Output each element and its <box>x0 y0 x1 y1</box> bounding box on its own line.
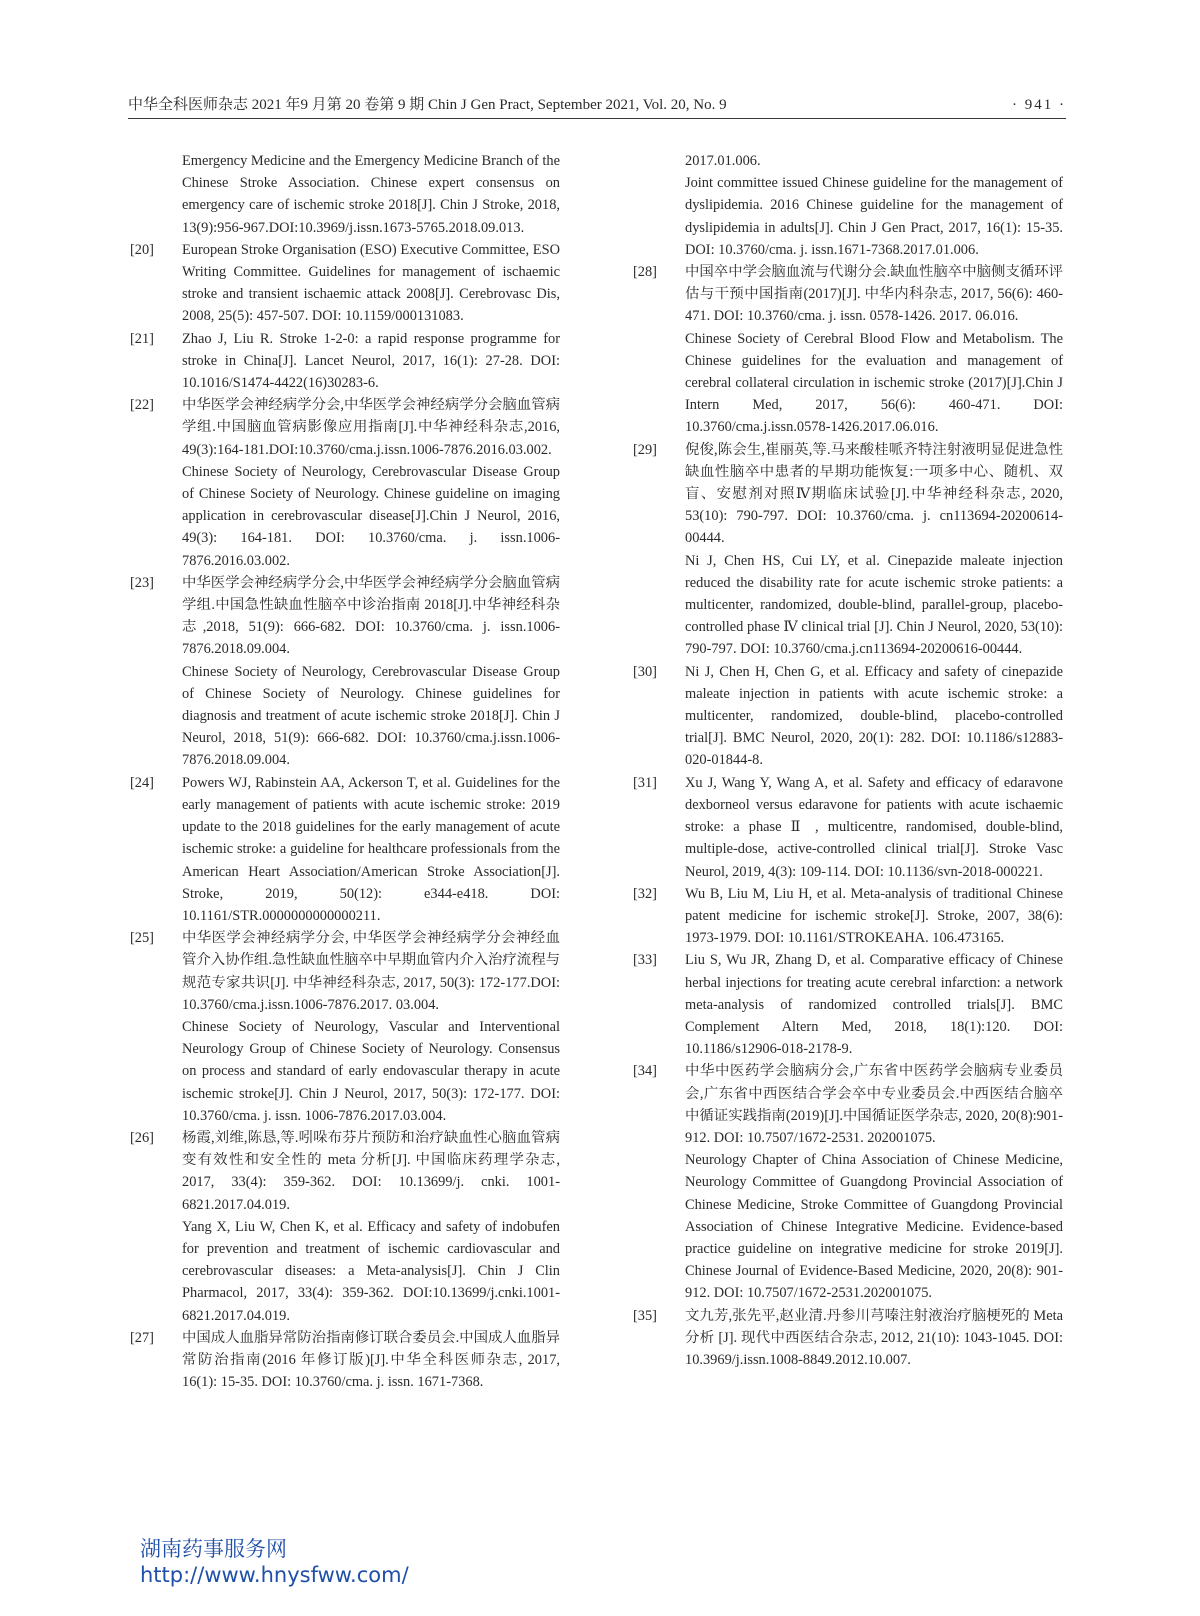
reference-number: [35] <box>633 1307 657 1324</box>
reference-text-zh: 中华医学会神经病学分会,中华医学会神经病学分会脑血管病学组.中国急性缺血性脑卒中诊治指南 2018[J].中华神经科杂志,2018, 51(9): 666-682. DOI: 10.3760/cma. j. issn.1006-7876.2018.09.004. <box>182 574 560 658</box>
site-name: 湖南药事服务网 <box>140 1537 287 1561</box>
reference-21 <box>130 328 560 395</box>
reference-25 <box>130 927 560 1127</box>
reference-23 <box>130 572 560 772</box>
reference-text-zh: 文九芳,张先平,赵业清.丹参川芎嗪注射液治疗脑梗死的 Meta 分析 [J]. 现代中西医结合杂志, 2012, 21(10): 1043-1045. DOI: 10.3969/j.issn.1008-8849.2012.10.007. <box>685 1307 1063 1368</box>
reference-20 <box>130 239 560 328</box>
reference-27 <box>130 1327 560 1394</box>
journal-title: 中华全科医师杂志 2021 年9 月第 20 卷第 9 期 Chin J Gen Pract, September 2021, Vol. 20, No. 9 <box>128 97 727 113</box>
reference-text-zh: 中国成人血脂异常防治指南修订联合委员会.中国成人血脂异常防治指南(2016 年修订版)[J].中华全科医师杂志, 2017, 16(1): 15-35. DOI: 10.3760/cma. j. issn. 1671-7368. <box>182 1329 560 1391</box>
reference-29 <box>633 439 1063 661</box>
reference-number: [23] <box>130 574 154 591</box>
reference-text-en: Powers WJ, Rabinstein AA, Ackerson T, et al. Guidelines for the early management of patients with acute ischemic stroke: 2019 update to the 2018 guidelines for the early management of acute ischemic stroke: a guideline for healthcare professionals from the American Heart Association/American Stroke Association[J]. Stroke, 2019, 50(12): e344-e418. DOI: 10.1161/STR.0000000000000211. <box>182 774 560 924</box>
reference-number: [26] <box>130 1129 154 1146</box>
reference-number: [21] <box>130 330 154 347</box>
reference-number: [31] <box>633 774 657 791</box>
running-header <box>128 94 1066 119</box>
reference-text-en: Ni J, Chen HS, Cui LY, et al. Cinepazide maleate injection reduced the disability rate for acute ischemic stroke patients: a multicenter, randomized, double-blind, parallel-group, placebo-controlled phase Ⅳ clinical trial [J]. Chin J Neurol, 2020, 53(10): 790-797. DOI: 10.3760/cma.j.cn113694-20200616-00444. <box>685 552 1063 658</box>
reference-number: [27] <box>130 1329 154 1346</box>
reference-33 <box>633 949 1063 1060</box>
reference-text-zh: 杨霞,刘维,陈恳,等.吲哚布芬片预防和治疗缺血性心脑血管病变有效性和安全性的 meta 分析[J]. 中国临床药理学杂志, 2017, 33(4): 359-362. DOI: 10.13699/j. cnki. 1001-6821.2017.04.019. <box>182 1129 560 1213</box>
reference-text-en: Wu B, Liu M, Liu H, et al. Meta-analysis of traditional Chinese patent medicine for ischemic stroke[J]. Stroke, 2007, 38(6): 1973-1979. DOI: 10.1161/STROKEAHA. 106.473165. <box>685 885 1063 947</box>
reference-text-zh: 中华医学会神经病学分会,中华医学会神经病学分会脑血管病学组.中国脑血管病影像应用指南[J].中华神经科杂志,2016, 49(3):164-181.DOI:10.3760/cma.j.issn.1006-7876.2016.03.002. <box>182 397 560 458</box>
reference-24 <box>130 772 560 927</box>
reference-text-en: Chinese Society of Neurology, Cerebrovascular Disease Group of Chinese Society of Neurology. Chinese guideline on imaging application in cerebrovascular disease[J].Chin J Neurol, 2016, 49(3): 164-181. DOI: 10.3760/cma. j. issn.1006-7876.2016.03.002. <box>182 463 560 569</box>
reference-text-en: Ni J, Chen H, Chen G, et al. Efficacy and safety of cinepazide maleate injection in patients with acute ischemic stroke: a multicenter, randomized, double-blind, placebo-controlled trial[J]. BMC Neurol, 2020, 20(1): 282. DOI: 10.1186/s12883-020-01844-8. <box>685 663 1063 769</box>
reference-text-zh: 中国卒中学会脑血流与代谢分会.缺血性脑卒中脑侧支循环评估与干预中国指南(2017)[J]. 中华内科杂志, 2017, 56(6): 460-471. DOI: 10.3760/cma. j. issn. 0578-1426. 2017. 06.016. <box>685 264 1063 325</box>
right-column <box>633 150 1063 1371</box>
reference-text-en: Joint committee issued Chinese guideline for the management of dyslipidemia. 2016 Chinese guideline for the management of dyslipidemia in adults[J]. Chin J Gen Pract, 2017, 16(1): 15-35. DOI: 10.3760/cma. j. issn.1671-7368.2017.01.006. <box>685 175 1063 258</box>
reference-35 <box>633 1305 1063 1372</box>
reference-30 <box>633 661 1063 772</box>
page-number: · 941 · <box>1012 97 1066 113</box>
reference-text-en: Xu J, Wang Y, Wang A, et al. Safety and efficacy of edaravone dexborneol versus edaravone for patients with acute ischaemic stroke: a phase Ⅱ , multicentre, randomised, double-blind, multiple-dose, active-controlled clinical trial[J]. Stroke Vasc Neurol, 2019, 4(3): 109-114. DOI: 10.1136/svn-2018-000221. <box>685 774 1063 880</box>
reference-text-en: Neurology Chapter of China Association of Chinese Medicine, Neurology Committee of Guangdong Provincial Association of Chinese Medicine, Stroke Committee of Guangdong Provincial Association of Chinese Integrative Medicine. Evidence-based practice guideline on integrative medicine for stroke 2019[J]. Chinese Journal of Evidence-Based Medicine, 2020, 20(8): 901-912. DOI: 10.7507/1672-2531.202001075. <box>685 1152 1063 1302</box>
reference-31 <box>633 772 1063 883</box>
reference-number: [28] <box>633 264 657 281</box>
reference-number: [20] <box>130 241 154 258</box>
reference-28 <box>633 261 1063 439</box>
reference-26 <box>130 1127 560 1327</box>
reference-text-zh: 倪俊,陈会生,崔丽英,等.马来酸桂哌齐特注射液明显促进急性缺血性脑卒中患者的早期功能恢复:一项多中心、随机、双盲、安慰剂对照Ⅳ期临床试验[J].中华神经科杂志, 2020, 53(10): 790-797. DOI: 10.3760/cma. j. cn113694-20200614-00444. <box>685 441 1063 547</box>
reference-number: [22] <box>130 397 154 414</box>
reference-22 <box>130 394 560 572</box>
reference-34 <box>633 1060 1063 1304</box>
reference-text-en: Chinese Society of Cerebral Blood Flow and Metabolism. The Chinese guidelines for the evaluation and management of cerebral collateral circulation in ischemic stroke (2017)[J].Chin J Intern Med, 2017, 56(6): 460-471. DOI: 10.3760/cma.j.issn.0578-1426.2017.06.016. <box>685 330 1063 436</box>
reference-continuation <box>130 150 560 239</box>
reference-number: [25] <box>130 930 154 947</box>
reference-number: [29] <box>633 441 657 458</box>
reference-number: [34] <box>633 1063 657 1080</box>
reference-text-zh: 中华中医药学会脑病分会,广东省中医药学会脑病专业委员会,广东省中西医结合学会卒中专业委员会.中西医结合脑卒中循证实践指南(2019)[J].中国循证医学杂志, 2020, 20(8):901-912. DOI: 10.7507/1672-2531. 202001075. <box>685 1063 1063 1146</box>
reference-number: [33] <box>633 952 657 969</box>
reference-continuation <box>633 150 1063 261</box>
site-url[interactable]: http://www.hnysfww.com/ <box>140 1563 409 1587</box>
reference-text-en: Yang X, Liu W, Chen K, et al. Efficacy and safety of indobufen for prevention and treatment of ischemic cardiovascular and cerebrovascular diseases: a Meta-analysis[J]. Chin J Clin Pharmacol, 2017, 33(4): 359-362. DOI:10.13699/j.cnki.1001-6821.2017.04.019. <box>182 1218 560 1324</box>
reference-text-en: Chinese Society of Neurology, Cerebrovascular Disease Group of Chinese Society of Neurology. Chinese guidelines for diagnosis and treatment of acute ischemic stroke 2018[J]. Chin J Neurol, 2018, 51(9): 666-682. DOI: 10.3760/cma.j.issn.1006-7876.2018.09.004. <box>182 663 560 769</box>
reference-text-en: European Stroke Organisation (ESO) Executive Committee, ESO Writing Committee. Guidelines for management of ischaemic stroke and transient ischaemic attack 2008[J]. Cerebrovasc Dis, 2008, 25(5): 457-507. DOI: 10.1159/000131083. <box>182 241 560 325</box>
reference-32 <box>633 883 1063 950</box>
reference-number: [24] <box>130 774 154 791</box>
left-column <box>130 150 560 1393</box>
reference-text-zh: 中华医学会神经病学分会, 中华医学会神经病学分会神经血管介入协作组.急性缺血性脑卒中早期血管内介入治疗流程与规范专家共识[J]. 中华神经科杂志, 2017, 50(3): 172-177.DOI: 10.3760/cma.j.issn.1006-7876.2017. 03.004. <box>182 930 560 1013</box>
reference-text: Emergency Medicine and the Emergency Medicine Branch of the Chinese Stroke Association. Chinese expert consensus on emergency care of ischemic stroke 2018[J]. Chin J Stroke, 2018, 13(9):956-967.DOI:10.3969/j.issn.1673-5765.2018.09.013. <box>182 153 560 236</box>
reference-text-en: Chinese Society of Neurology, Vascular and Interventional Neurology Group of Chinese Society of Neurology. Consensus on process and standard of early endovascular therapy in acute ischemic stroke[J]. Chin J Neurol, 2017, 50(3): 172-177. DOI: 10.3760/cma. j. issn. 1006-7876.2017.03.004. <box>182 1018 560 1124</box>
reference-text: 2017.01.006. <box>685 153 761 169</box>
reference-text-en: Zhao J, Liu R. Stroke 1-2-0: a rapid response programme for stroke in China[J]. Lancet Neurol, 2017, 16(1): 27-28. DOI: 10.1016/S1474-4422(16)30283-6. <box>182 330 560 392</box>
watermark-footer <box>140 1536 409 1588</box>
reference-text-en: Liu S, Wu JR, Zhang D, et al. Comparative efficacy of Chinese herbal injections for treating acute cerebral infarction: a network meta-analysis of randomized controlled trials[J]. BMC Complement Altern Med, 2018, 18(1):120. DOI: 10.1186/s12906-018-2178-9. <box>685 952 1063 1058</box>
reference-number: [32] <box>633 885 657 902</box>
reference-number: [30] <box>633 663 657 680</box>
